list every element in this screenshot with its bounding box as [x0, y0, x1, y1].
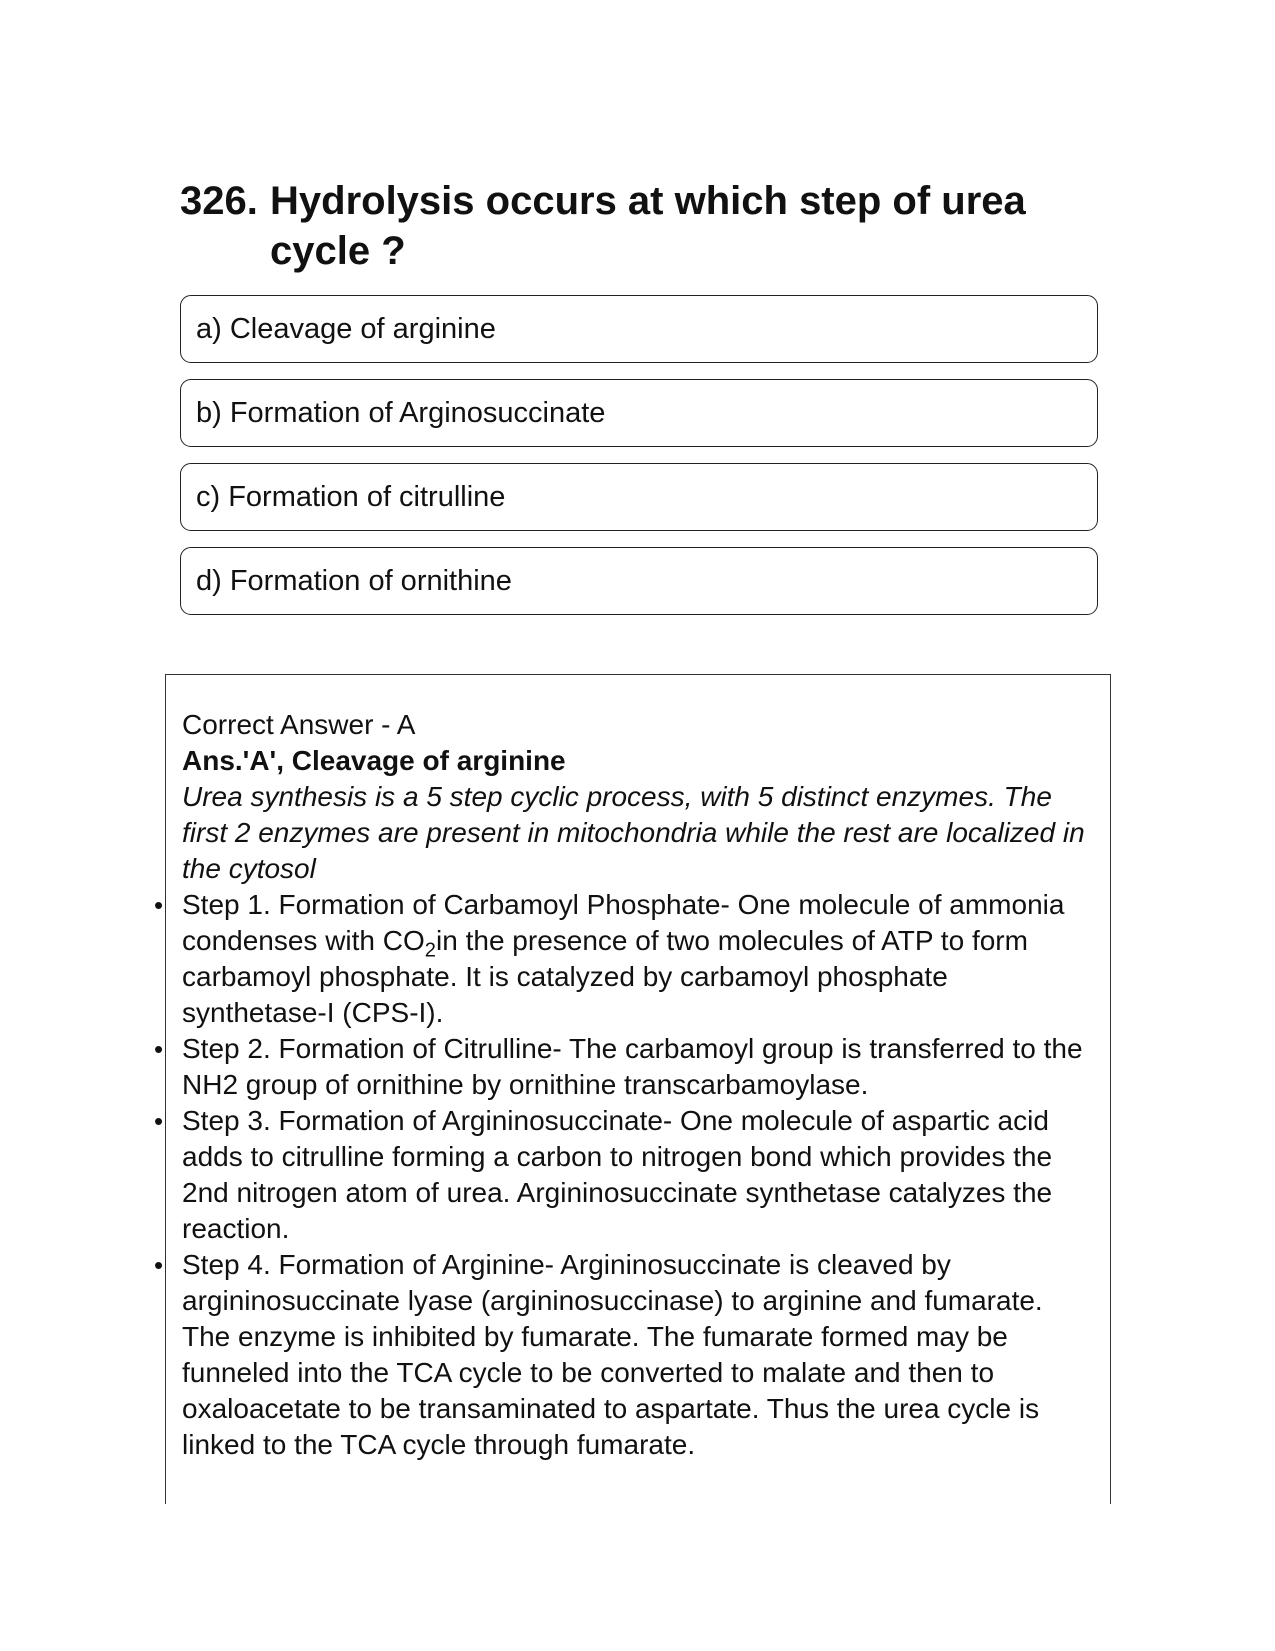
step-1-subscript: 2: [424, 939, 437, 962]
bullet-icon: •: [154, 1034, 164, 1064]
option-c-label: c) Formation of citrulline: [196, 480, 506, 513]
option-b[interactable]: [180, 379, 1098, 447]
step-1-text-start: Step 1. Formation of Carbamoyl Phosphate- One molecule of ammonia condenses with CO: [182, 889, 1065, 956]
step-2-text: Step 2. Formation of Citrulline- The carbamoyl group is transferred to the NH2 group of ornithine by ornithine transcarbamoylase.: [182, 1033, 1083, 1100]
option-c[interactable]: [180, 463, 1098, 531]
step-3: [154, 1103, 1090, 1247]
option-a-label: a) Cleavage of arginine: [196, 312, 496, 345]
answer-explanation-box: [154, 674, 1111, 1504]
question-heading: [180, 176, 1100, 276]
step-4: [154, 1247, 1090, 1463]
option-d-label: d) Formation of ornithine: [196, 564, 512, 597]
correct-answer-line: Correct Answer - A: [182, 709, 416, 740]
step-1: [154, 887, 1090, 1031]
step-4-text: Step 4. Formation of Arginine- Argininosuccinate is cleaved by argininosuccinate lyase (argininosuccinase) to arginine and fumarate. The enzyme is inhibited by fumarate. The fumarate formed may be funneled into the TCA cycle to be converted to malate and then to oxaloacetate to be transaminated to aspartate. Thus the urea cycle is linked to the TCA cycle through fumarate.: [182, 1249, 1043, 1460]
bullet-icon: •: [154, 1250, 164, 1280]
step-list: [154, 887, 1090, 1463]
option-a[interactable]: [180, 295, 1098, 363]
answer-summary: Urea synthesis is a 5 step cyclic process, with 5 distinct enzymes. The first 2 enzymes are present in mitochondria while the rest are localized in the cytosol: [182, 781, 1085, 884]
bullet-icon: •: [154, 890, 164, 920]
step-3-text: Step 3. Formation of Argininosuccinate- One molecule of aspartic acid adds to citrulline forming a carbon to nitrogen bond which provides the 2nd nitrogen atom of urea. Argininosuccinate synthetase catalyzes the reaction.: [182, 1105, 1053, 1244]
bullet-icon: •: [154, 1106, 164, 1136]
question-text: Hydrolysis occurs at which step of urea cycle ?: [270, 179, 1026, 273]
step-2: [154, 1031, 1090, 1103]
question-number: 326.: [180, 179, 258, 223]
option-d[interactable]: [180, 547, 1098, 615]
step-1-text-end: in the presence of two molecules of ATP to form carbamoyl phosphate. It is catalyzed by carbamoyl phosphate synthetase-I (CPS-I).: [182, 925, 1028, 1028]
answer-heading: Ans.'A', Cleavage of arginine: [182, 745, 566, 776]
option-b-label: b) Formation of Arginosuccinate: [196, 396, 606, 429]
answer-options: [180, 295, 1098, 631]
